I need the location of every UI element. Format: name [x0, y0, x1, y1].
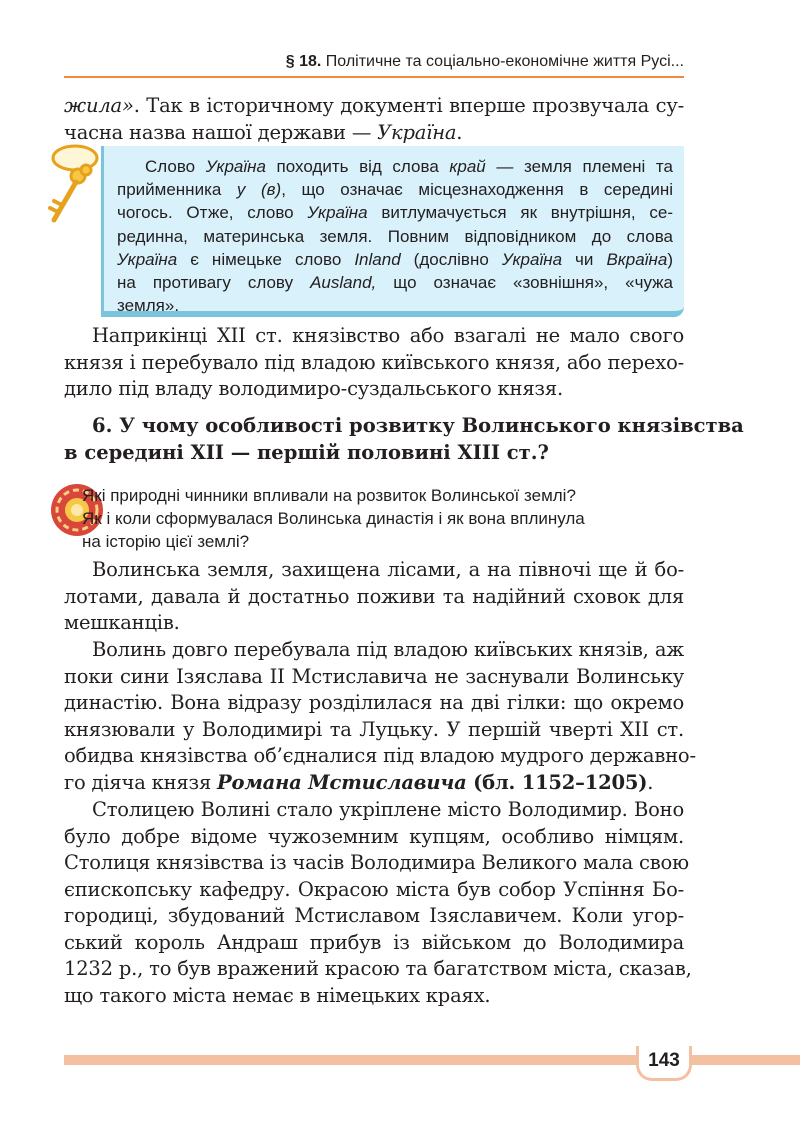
callout-line	[117, 271, 673, 294]
question-line: на історію цієї землі?	[82, 532, 250, 552]
intro-italic-1: жила»	[64, 94, 134, 117]
callout-italic: Україна	[117, 249, 178, 269]
callout-text-segment: (дослівно	[400, 249, 502, 269]
para4-line: 1232 р., то був вражений красою та багатством міста, сказав,	[64, 957, 692, 980]
callout-text-segment: прийменника	[117, 180, 237, 200]
para4-line: Столицею Волині стало укріплене місто Володимир. Воно	[92, 798, 684, 821]
para3-last-pre: го діяча князя	[64, 770, 218, 794]
callout-italic: край	[449, 157, 486, 176]
roman-dates: (бл. 1152–1205)	[466, 770, 648, 794]
para4-line: було добре відоме чужоземним купцям, особливо німцям.	[64, 824, 684, 848]
callout-italic: Inland	[354, 249, 401, 269]
question-text	[82, 484, 672, 554]
para2-line: мешканців.	[64, 611, 180, 634]
callout-text-segment: )	[667, 249, 673, 269]
callout-text-segment: походить від слова	[265, 157, 450, 176]
intro-paragraph	[64, 93, 684, 146]
callout-italic: Вкраїна	[606, 249, 668, 269]
heading-line-2: в середині XII — першій половині XIII ст.?	[64, 441, 549, 464]
callout-line	[117, 178, 673, 201]
callout-text-segment: , що означає місцезнаходження в середині	[281, 180, 673, 200]
intro-end: .	[456, 120, 463, 144]
para2-line: лотами, давала й достатньо поживи та надійний сховок для	[64, 584, 684, 608]
intro-italic-2: Україна	[377, 120, 457, 144]
callout-text-segment: витлумачується як внутрішня, се-	[367, 203, 673, 223]
paragraph-2	[64, 557, 684, 637]
para3-line: поки сини Ізяслава II Мстиславича не заснували Волинську	[64, 664, 684, 688]
running-header	[64, 53, 684, 71]
para3-line: династію. Вона відразу розділилася на дві гілки: що окремо	[64, 691, 684, 714]
intro-line-2	[64, 120, 684, 147]
para4-line: єпископську кафедру. Окрасою міста був собор Успіння Бо-	[64, 877, 684, 901]
callout-text-segment: чогось. Отже, слово	[117, 203, 308, 223]
callout-line	[117, 248, 673, 271]
para4-line: що такого міста немає в німецьких краях.	[64, 983, 491, 1007]
para3-line: обидва князівства об’єдналися під владою мудрого державно-	[64, 744, 696, 767]
callout-italic: Україна	[205, 157, 266, 176]
callout-text-segment: земля».	[117, 296, 180, 316]
callout-text-segment: рединна, материнська земля. Повним відповідником до слова	[117, 226, 673, 246]
callout-italic: Україна	[307, 203, 368, 223]
callout-italic: Ausland,	[310, 273, 377, 293]
para3-line: князювали у Володимирі та Луцьку. У першій чверті XII ст.	[64, 717, 684, 741]
callout-line	[117, 201, 673, 224]
para1-line: дило під владу володимиро-суздальського князя.	[64, 377, 563, 400]
paragraph-3	[64, 637, 696, 796]
para3-line: Волинь довго перебувала під владою київських князів, аж	[92, 638, 684, 661]
intro-text-2: часна назва нашої держави —	[64, 120, 378, 144]
paragraph-4	[64, 797, 692, 1009]
para1-line: Наприкінці XII ст. князівство або взагалі не мало свого	[92, 324, 684, 347]
callout-line	[117, 294, 673, 317]
callout-italic: Україна	[501, 249, 563, 269]
callout-italic: у (в)	[236, 180, 282, 200]
section-mark: § 18.	[285, 53, 322, 70]
callout-line	[117, 155, 673, 178]
para4-line: городиці, збудований Мстиславом Ізяславичем. Коли угор-	[64, 904, 684, 927]
para3-last-line	[64, 770, 684, 797]
header-title: Політичне та соціально-економічне життя Русі...	[321, 53, 684, 70]
key-icon	[40, 142, 110, 232]
heading-line-1: 6. У чому особливості розвитку Волинського князівства	[92, 414, 744, 437]
intro-text-1: . Так в історичному документі вперше прозвучала су-	[133, 94, 684, 117]
roman-name: Романа Мстиславича	[217, 770, 467, 794]
question-line: Як і коли сформувалася Волинська династія і як вона вплинула	[82, 509, 585, 529]
callout-text-segment: чи	[562, 249, 607, 269]
callout-text-segment: Слово	[145, 157, 206, 176]
footer-bar	[64, 1055, 636, 1065]
para4-line: Столиця князівства із часів Володимира Великого мала свою	[64, 851, 689, 874]
para3-end: .	[647, 770, 654, 794]
question-line: Які природні чинники впливали на розвиток Волинської землі?	[82, 486, 576, 505]
header-rule	[64, 76, 684, 78]
callout-text-segment: на противагу слову	[117, 273, 311, 293]
callout-text	[117, 155, 673, 317]
para4-line: ський король Андраш прибув із військом до Володимира	[64, 930, 684, 954]
callout-text-segment: — земля племені та	[485, 157, 673, 176]
section-heading	[64, 412, 744, 466]
page-number: 143	[648, 1050, 680, 1071]
callout-text-segment: що означає «зовнішня», «чужа	[376, 273, 673, 293]
paragraph-1	[64, 323, 684, 403]
para1-line: князя і перебувало під владою київського князя, або перехо-	[64, 350, 684, 374]
footer-bar-right	[680, 1055, 800, 1065]
callout-line	[117, 225, 673, 248]
callout-text-segment: є німецьке слово	[177, 249, 355, 269]
para2-line: Волинська земля, захищена лісами, а на півночі ще й бо-	[92, 558, 684, 581]
intro-line-1	[64, 93, 684, 120]
